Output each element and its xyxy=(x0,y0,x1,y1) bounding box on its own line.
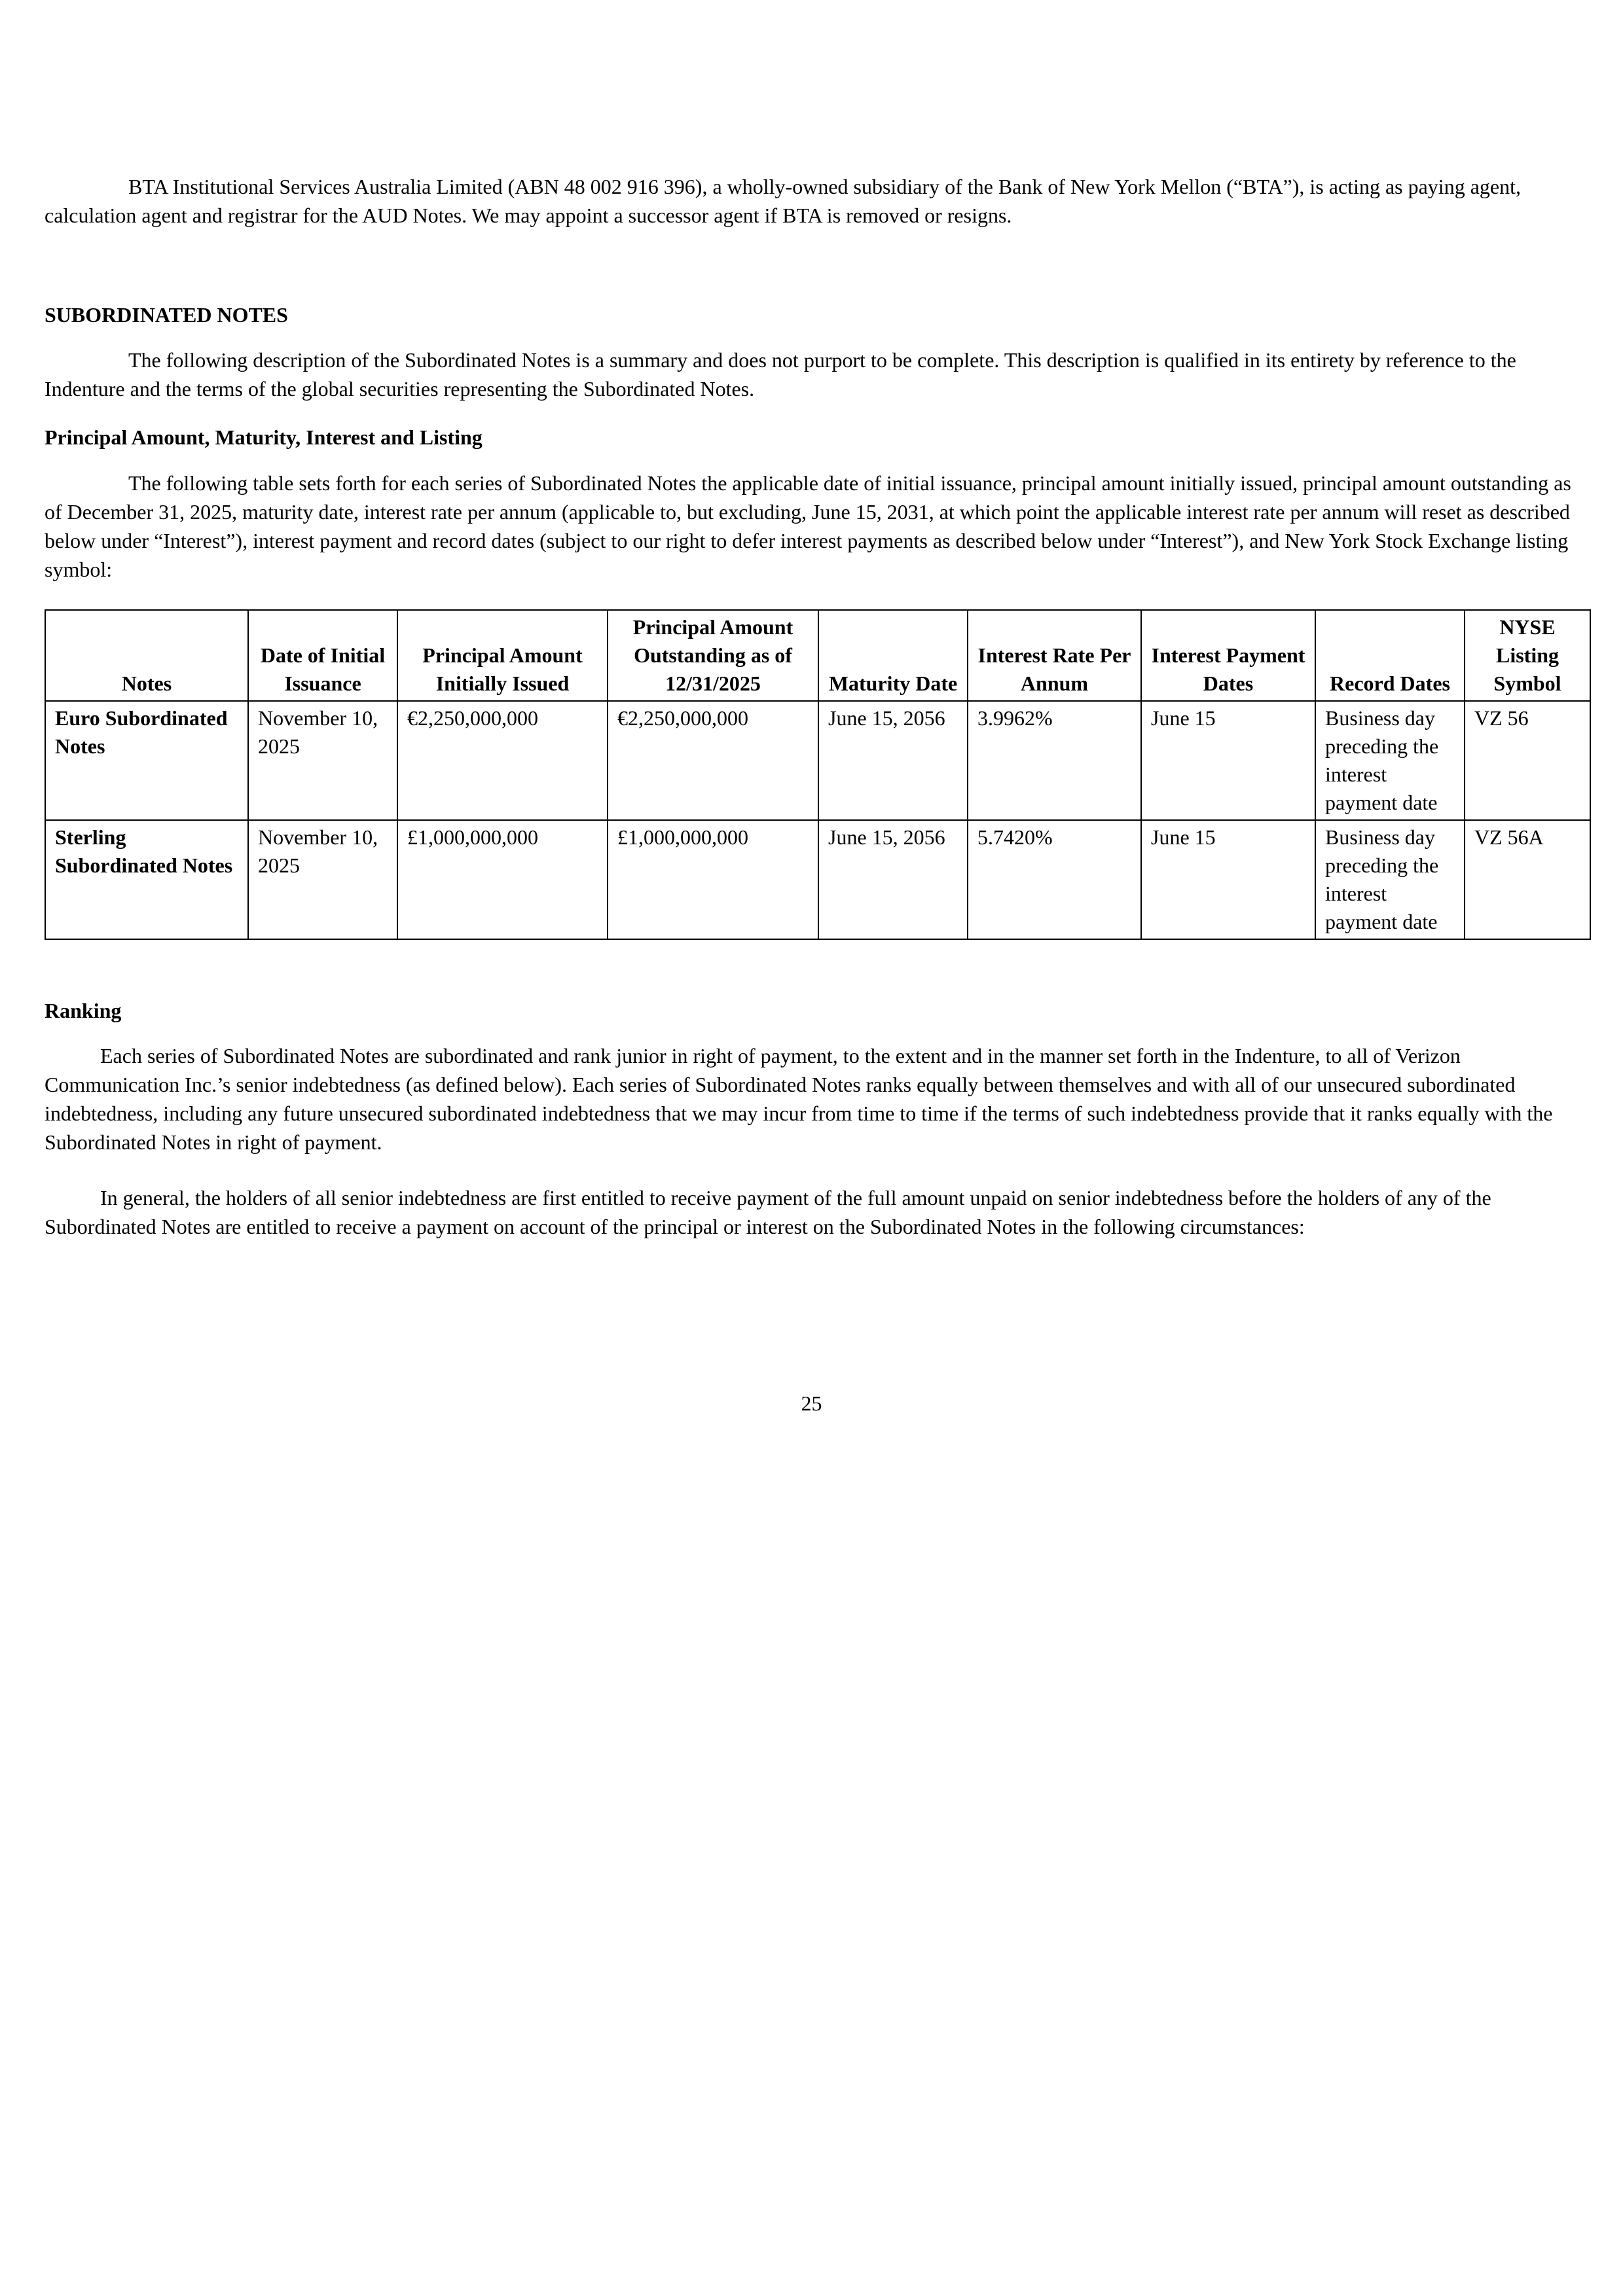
description-paragraph: The following description of the Subordinated Notes is a summary and does not purport to be complete. This description is qualified in its entirety by reference to the Indenture and the terms of the global securities representing the Subordinated Notes. xyxy=(45,348,1516,401)
cell-nyse-symbol: VZ 56 xyxy=(1465,701,1590,820)
table-row xyxy=(45,820,1590,939)
cell-principal-outstanding: £1,000,000,000 xyxy=(608,820,818,939)
header-issuance-date: Date of Initial Issuance xyxy=(248,610,397,701)
header-principal-issued: Principal Amount Initially Issued xyxy=(397,610,608,701)
cell-principal-issued: €2,250,000,000 xyxy=(397,701,608,820)
table-header-row xyxy=(45,610,1590,701)
cell-record-dates: Business day preceding the interest payment date xyxy=(1315,701,1465,820)
cell-maturity-date: June 15, 2056 xyxy=(818,701,968,820)
cell-notes: Euro Subordinated Notes xyxy=(45,701,248,820)
header-nyse-symbol: NYSE Listing Symbol xyxy=(1465,610,1590,701)
header-maturity-date: Maturity Date xyxy=(818,610,968,701)
notes-table xyxy=(45,609,1591,940)
header-record-dates: Record Dates xyxy=(1315,610,1465,701)
intro-paragraph: BTA Institutional Services Australia Limited (ABN 48 002 916 396), a wholly-owned subsidiary of the Bank of New York Mellon (“BTA”), is acting as paying agent, calculation agent and registrar for the AUD Notes. We may appoint a successor agent if BTA is removed or resigns. xyxy=(45,175,1521,227)
header-interest-rate: Interest Rate Per Annum xyxy=(968,610,1141,701)
cell-nyse-symbol: VZ 56A xyxy=(1465,820,1590,939)
ranking-paragraph-1: Each series of Subordinated Notes are subordinated and rank junior in right of payment, to the extent and in the manner set forth in the Indenture, to all of Verizon Communication Inc.’s senior indebtedness (as defined below). Each series of Subordinated Notes ranks equally between themselves and with all of our unsecured subordinated indebtedness, including any future unsecured subordinated indebtedness that we may incur from time to time if the terms of such indebtedness provide that it ranks equally with the Subordinated Notes in right of payment. xyxy=(45,1044,1553,1154)
cell-notes: Sterling Subordinated Notes xyxy=(45,820,248,939)
table-row xyxy=(45,701,1590,820)
cell-maturity-date: June 15, 2056 xyxy=(818,820,968,939)
cell-interest-payment-dates: June 15 xyxy=(1141,701,1315,820)
cell-issuance-date: November 10, 2025 xyxy=(248,701,397,820)
header-principal-outstanding: Principal Amount Outstanding as of 12/31/2025 xyxy=(608,610,818,701)
header-notes: Notes xyxy=(45,610,248,701)
cell-interest-payment-dates: June 15 xyxy=(1141,820,1315,939)
cell-issuance-date: November 10, 2025 xyxy=(248,820,397,939)
page-number: 25 xyxy=(801,1391,822,1415)
cell-interest-rate: 5.7420% xyxy=(968,820,1141,939)
cell-principal-issued: £1,000,000,000 xyxy=(397,820,608,939)
subheading-principal: Principal Amount, Maturity, Interest and Listing xyxy=(45,425,483,449)
ranking-paragraph-2: In general, the holders of all senior indebtedness are first entitled to receive payment of the full amount unpaid on senior indebtedness before the holders of any of the Subordinated Notes are entitled to receive a payment on account of the principal or interest on the Subordinated Notes in the following circumstances: xyxy=(45,1186,1491,1238)
cell-record-dates: Business day preceding the interest payment date xyxy=(1315,820,1465,939)
cell-principal-outstanding: €2,250,000,000 xyxy=(608,701,818,820)
header-interest-payment-dates: Interest Payment Dates xyxy=(1141,610,1315,701)
table-intro-paragraph: The following table sets forth for each series of Subordinated Notes the applicable date of initial issuance, principal amount initially issued, principal amount outstanding as of December 31, 2025, maturity date, interest rate per annum (applicable to, but excluding, June 15, 2031, at which point the applicable interest rate per annum will reset as described below under “Interest”), interest payment and record dates (subject to our right to defer interest payments as described below under “Interest”), and New York Stock Exchange listing symbol: xyxy=(45,471,1571,581)
cell-interest-rate: 3.9962% xyxy=(968,701,1141,820)
subheading-ranking: Ranking xyxy=(45,999,122,1022)
section-heading: SUBORDINATED NOTES xyxy=(45,303,288,327)
